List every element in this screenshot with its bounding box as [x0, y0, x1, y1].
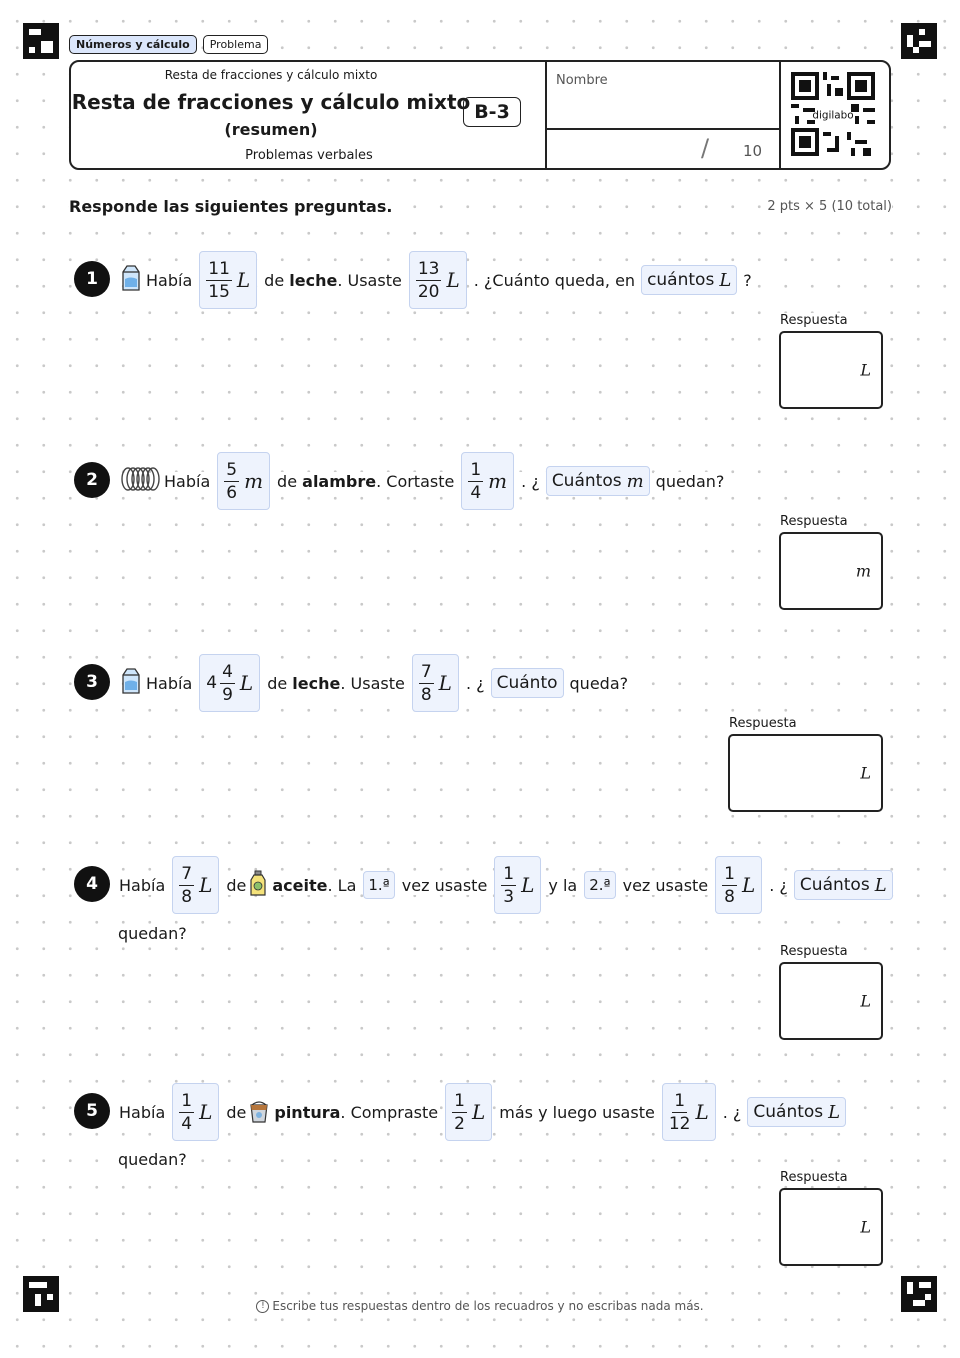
fraction-box [217, 452, 270, 510]
fraction [419, 661, 434, 706]
text-segment: Había [119, 875, 166, 895]
fraction-box [662, 1083, 716, 1141]
oil-bottle-icon [248, 870, 268, 900]
keyword-bold: aceite [272, 875, 328, 895]
question-5-text [117, 1083, 850, 1141]
fraction-box [494, 856, 541, 914]
keyword-bold: leche [292, 673, 341, 693]
paint-bucket-icon [248, 1097, 270, 1127]
fraction-denominator: 20 [417, 281, 440, 302]
keyword-box [794, 870, 893, 900]
fraction-denominator: 3 [503, 886, 515, 907]
header-title-area [71, 62, 545, 168]
unit-label: L [446, 268, 460, 292]
fraction-denominator: 8 [181, 886, 193, 907]
text-segment: de [277, 471, 303, 491]
text-segment: vez usaste [401, 875, 488, 895]
answer-label: Respuesta [780, 1170, 848, 1185]
text-segment: de [226, 875, 247, 895]
keyword: Cuántos [551, 471, 622, 491]
text-segment: vez usaste [622, 875, 709, 895]
text-segment: . Usaste [340, 673, 405, 693]
question-number: 5 [74, 1093, 110, 1129]
fraction-denominator: 8 [724, 886, 735, 907]
fraction-denominator: 6 [226, 482, 238, 503]
question-number: 2 [74, 462, 110, 498]
fraction [220, 661, 235, 706]
text-segment: Había [146, 673, 193, 693]
text-segment: . ¿Cuánto queda, en [473, 270, 636, 290]
footer-note-text: Escribe tus respuestas dentro de los recuadros y no escribas nada más. [272, 1299, 704, 1313]
fraction-denominator: 15 [208, 281, 230, 302]
text-segment: quedan? [655, 471, 725, 491]
question-number: 4 [74, 866, 110, 902]
answer-unit: L [860, 360, 871, 380]
ordinal-box: 1.ª [363, 871, 394, 899]
fraction-denominator: 8 [420, 684, 432, 705]
text-segment: . ¿ [465, 673, 485, 693]
fraction [416, 258, 442, 303]
wire-coil-icon [120, 466, 160, 496]
fraction [224, 459, 239, 504]
fraction-box [172, 856, 219, 914]
fraction-denominator: 12 [668, 1113, 691, 1134]
text-segment: Había [119, 1102, 166, 1122]
unit-label: L [438, 671, 452, 695]
unit-label: L [695, 1100, 709, 1124]
keyword-box [546, 466, 650, 496]
unit-label: L [236, 268, 251, 292]
text-segment: más y luego usaste [499, 1102, 655, 1122]
divider [545, 128, 781, 130]
fraction-box [409, 251, 467, 309]
text-segment: . ¿ [722, 1102, 742, 1122]
ordinal-box: 2.ª [584, 871, 615, 899]
fraction-denominator: 4 [470, 482, 482, 503]
qr-code-icon [791, 72, 875, 156]
footer-note [0, 1299, 960, 1313]
instructions: Responde las siguientes preguntas. [69, 197, 393, 216]
fraction-box [199, 251, 257, 309]
text-segment: queda? [569, 673, 629, 693]
question-3-text [120, 654, 630, 712]
text-segment: y la [548, 875, 578, 895]
keyword-box [491, 668, 564, 698]
text-segment: . ¿ [521, 471, 540, 491]
fraction-box [461, 452, 514, 510]
answer-unit: L [860, 991, 871, 1011]
question-4-text [117, 856, 897, 914]
fraction-box [715, 856, 762, 914]
unit-label: L [239, 671, 254, 695]
fraction-box [412, 654, 459, 712]
unit-label: m [488, 469, 508, 493]
category-tags [69, 35, 268, 54]
fraction-numerator: 7 [420, 661, 432, 682]
text-segment: de [226, 1102, 247, 1122]
fraction [206, 258, 232, 303]
points-info: 2 pts × 5 (10 total) [767, 199, 892, 214]
divider [545, 62, 547, 168]
fraction-numerator: 1 [674, 1090, 686, 1111]
score-slash: / [701, 134, 710, 162]
answer-label: Respuesta [780, 514, 848, 529]
text-segment: . Cortaste [376, 471, 455, 491]
fraction [722, 863, 737, 908]
corner-marker-top-left [23, 23, 59, 59]
text-segment [270, 876, 358, 895]
header-category: Problemas verbales [245, 148, 373, 163]
fraction-denominator: 9 [222, 684, 233, 705]
keyword: Cuántos [753, 1102, 824, 1122]
fraction [468, 459, 483, 504]
answer-box[interactable] [779, 532, 883, 610]
unit-label: m [244, 469, 264, 493]
fraction [669, 1090, 691, 1135]
answer-box[interactable] [779, 1188, 883, 1266]
milk-carton-icon [120, 265, 142, 295]
fraction-box [445, 1083, 492, 1141]
text-segment: . ¿ [769, 875, 788, 895]
unit-label: L [719, 269, 732, 291]
answer-unit: L [860, 763, 871, 783]
question-1-text [120, 251, 754, 309]
header-subtitle: Resta de fracciones y cálculo mixto [164, 68, 378, 82]
unit-label: L [741, 873, 756, 897]
keyword-box [641, 265, 737, 295]
info-icon: ! [256, 1300, 269, 1313]
svg-text:digilabo: digilabo [812, 109, 854, 122]
name-field-label: Nombre [556, 73, 608, 88]
question-2-text [120, 452, 726, 510]
keyword-box [747, 1097, 846, 1127]
fraction-numerator: 1 [503, 863, 515, 884]
answer-label: Respuesta [729, 716, 797, 731]
unit-label: L [874, 874, 887, 896]
question-4-continuation: quedan? [118, 924, 187, 943]
question-5-continuation: quedan? [118, 1150, 187, 1169]
question-number: 3 [74, 664, 110, 700]
text-segment: de [264, 270, 290, 290]
divider [779, 62, 781, 168]
text-segment: de [267, 673, 293, 693]
fraction-numerator: 1 [454, 1090, 465, 1111]
fraction-numerator: 1 [470, 459, 482, 480]
keyword: cuántos [647, 270, 715, 290]
tag-problem[interactable]: Problema [203, 35, 269, 54]
text-segment: . La [327, 875, 357, 895]
fraction-numerator: 7 [181, 863, 193, 884]
page-title-suffix: (resumen) [224, 120, 318, 139]
text-segment [272, 1103, 440, 1122]
fraction [179, 1090, 194, 1135]
page-title: Resta de fracciones y cálculo mixto [71, 90, 471, 114]
question-number: 1 [74, 261, 110, 297]
fraction-box [199, 654, 260, 712]
answer-unit: L [860, 1217, 871, 1237]
text-segment: Había [146, 270, 193, 290]
fraction-denominator: 2 [454, 1113, 465, 1134]
fraction-numerator: 11 [208, 258, 230, 279]
answer-box[interactable] [779, 962, 883, 1040]
text-segment [275, 472, 456, 491]
keyword: Cuánto [496, 673, 558, 693]
answer-label: Respuesta [780, 313, 848, 328]
fraction-numerator: 1 [181, 1090, 193, 1111]
fraction-denominator: 4 [181, 1113, 193, 1134]
unit-label: L [521, 873, 535, 897]
text-segment [265, 674, 407, 693]
worksheet-header [69, 60, 891, 170]
milk-carton-icon [120, 668, 142, 698]
keyword: Cuántos [799, 875, 870, 895]
answer-label: Respuesta [780, 944, 848, 959]
fraction-box [172, 1083, 219, 1141]
text-segment: . Compraste [340, 1102, 439, 1122]
score-total: 10 [743, 142, 763, 160]
fraction-numerator: 1 [724, 863, 735, 884]
unit-label: L [828, 1101, 841, 1123]
fraction-numerator: 13 [417, 258, 440, 279]
text-segment [262, 271, 404, 290]
fraction-numerator: 4 [222, 661, 233, 682]
text-segment: Había [164, 471, 211, 491]
fraction [452, 1090, 467, 1135]
answer-unit: m [855, 561, 871, 581]
answer-box[interactable] [728, 734, 883, 812]
keyword-bold: leche [289, 270, 338, 290]
footer-note-wrap [252, 1299, 707, 1313]
unit-label: L [471, 1100, 486, 1124]
unit-label: L [199, 1100, 213, 1124]
tag-numbers-calc[interactable]: Números y cálculo [69, 35, 197, 54]
text-segment: . Usaste [337, 270, 402, 290]
fraction [501, 863, 516, 908]
mixed-whole: 4 [206, 673, 218, 693]
fraction [179, 863, 194, 908]
corner-marker-top-right [901, 23, 937, 59]
fraction-numerator: 5 [226, 459, 238, 480]
keyword-bold: pintura [274, 1102, 341, 1122]
keyword-bold: alambre [302, 471, 377, 491]
answer-box[interactable] [779, 331, 883, 409]
unit-label: L [199, 873, 213, 897]
worksheet-code: B-3 [463, 97, 521, 127]
text-segment: ? [743, 270, 752, 290]
unit-label: m [626, 470, 644, 492]
